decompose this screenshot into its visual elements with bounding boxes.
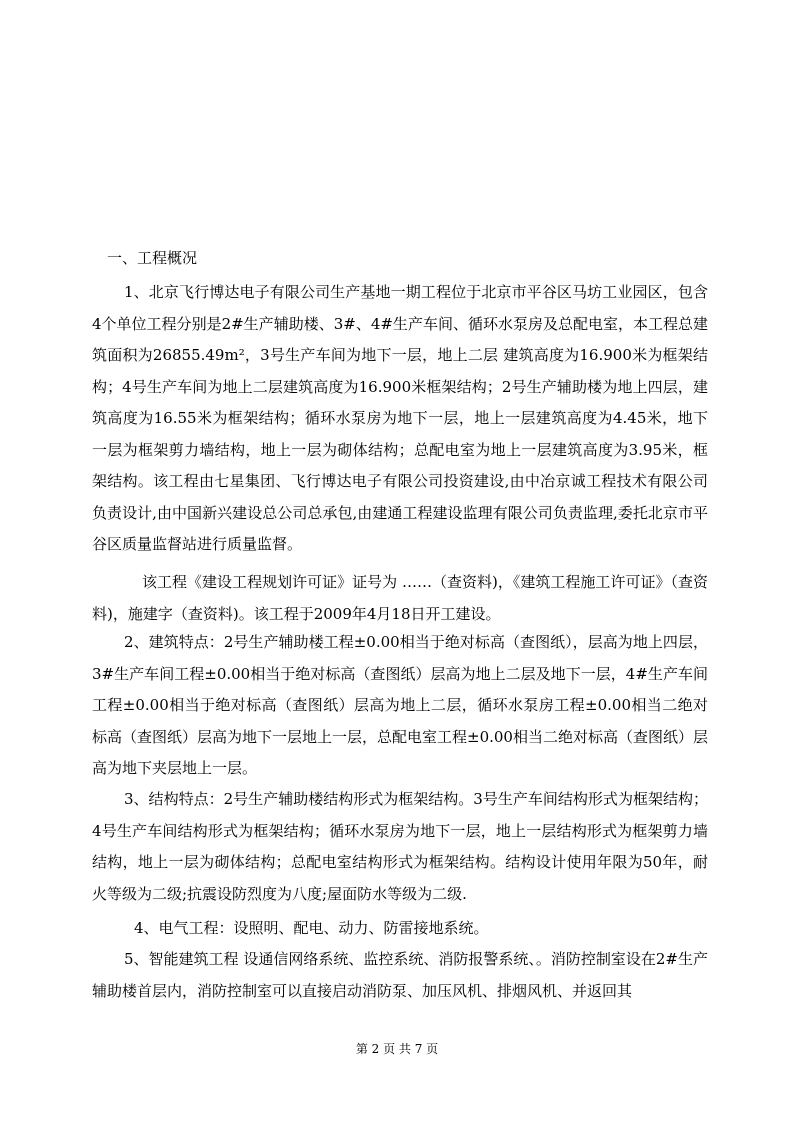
paragraph-project-overview: 1、北京飞行博达电子有限公司生产基地一期工程位于北京市平谷区马坊工业园区，包含4个单位工程分别是2#生产辅助楼、3#、4#生产车间、循环水泵房及总配电室，本工程总建筑面积为26855.49m²，3号生产车间为地下一层，地上二层 建筑高度为16.900米为框架结构；4号生产车间为地上二层建筑高度为16.900米框架结构；2号生产辅助楼为地上四层，建筑高度为16.55米为框架结构；循环水泵房为地下一层，地上一层建筑高度为4.45米，地下一层为框架剪力墙结构，地上一层为砌体结构；总配电室为地上一层建筑高度为3.95米，框架结构。该工程由七星集团、飞行博达电子有限公司投资建设,由中冶京诚工程技术有限公司负责设计,由中国新兴建设总公司总承包,由建通工程建设监理有限公司负责监理,委托北京市平谷区质量监督站进行质量监督。	[92, 283, 708, 553]
paragraph-electrical: 4、电气工程：设照明、配电、动力、防雷接地系统。	[134, 919, 489, 937]
paragraph-intelligent-building: 5、智能建筑工程 设通信网络系统、监控系统、消防报警系统、。消防控制室设在2#生产辅助楼首层内，消防控制室可以直接启动消防泵、加压风机、排烟风机、并返回其	[92, 950, 708, 1000]
paragraph-architecture: 2、建筑特点：2号生产辅助楼工程±0.00相当于绝对标高（查图纸），层高为地上四层，3#生产车间工程±0.00相当于绝对标高（查图纸）层高为地上二层及地下一层，4#生产车间工程±0.00相当于绝对标高（查图纸）层高为地上二层，循环水泵房工程±0.00相当二绝对标高（查图纸）层高为地下一层地上一层，总配电室工程±0.00相当二绝对标高（查图纸）层高为地下夹层地上一层。	[92, 633, 708, 777]
paragraph-structure: 3、结构特点：2号生产辅助楼结构形式为框架结构。3号生产车间结构形式为框架结构；4号生产车间结构形式为框架结构；循环水泵房为地下一层，地上一层结构形式为框架剪力墙结构，地上一层为砌体结构；总配电室结构形式为框架结构。结构设计使用年限为50年，耐火等级为二级;抗震设防烈度为八度;屋面防水等级为二级.	[92, 790, 708, 903]
paragraph-permits: 该工程《建设工程规划许可证》证号为 ……（查资料)，《建筑工程施工许可证》（查资料)，施建字（查资料)。该工程于2009年4月18日开工建设。	[92, 573, 708, 623]
section-heading: 一、工程概况	[107, 249, 198, 267]
page-number-footer: 第 2 页 共 7 页	[355, 1042, 439, 1056]
